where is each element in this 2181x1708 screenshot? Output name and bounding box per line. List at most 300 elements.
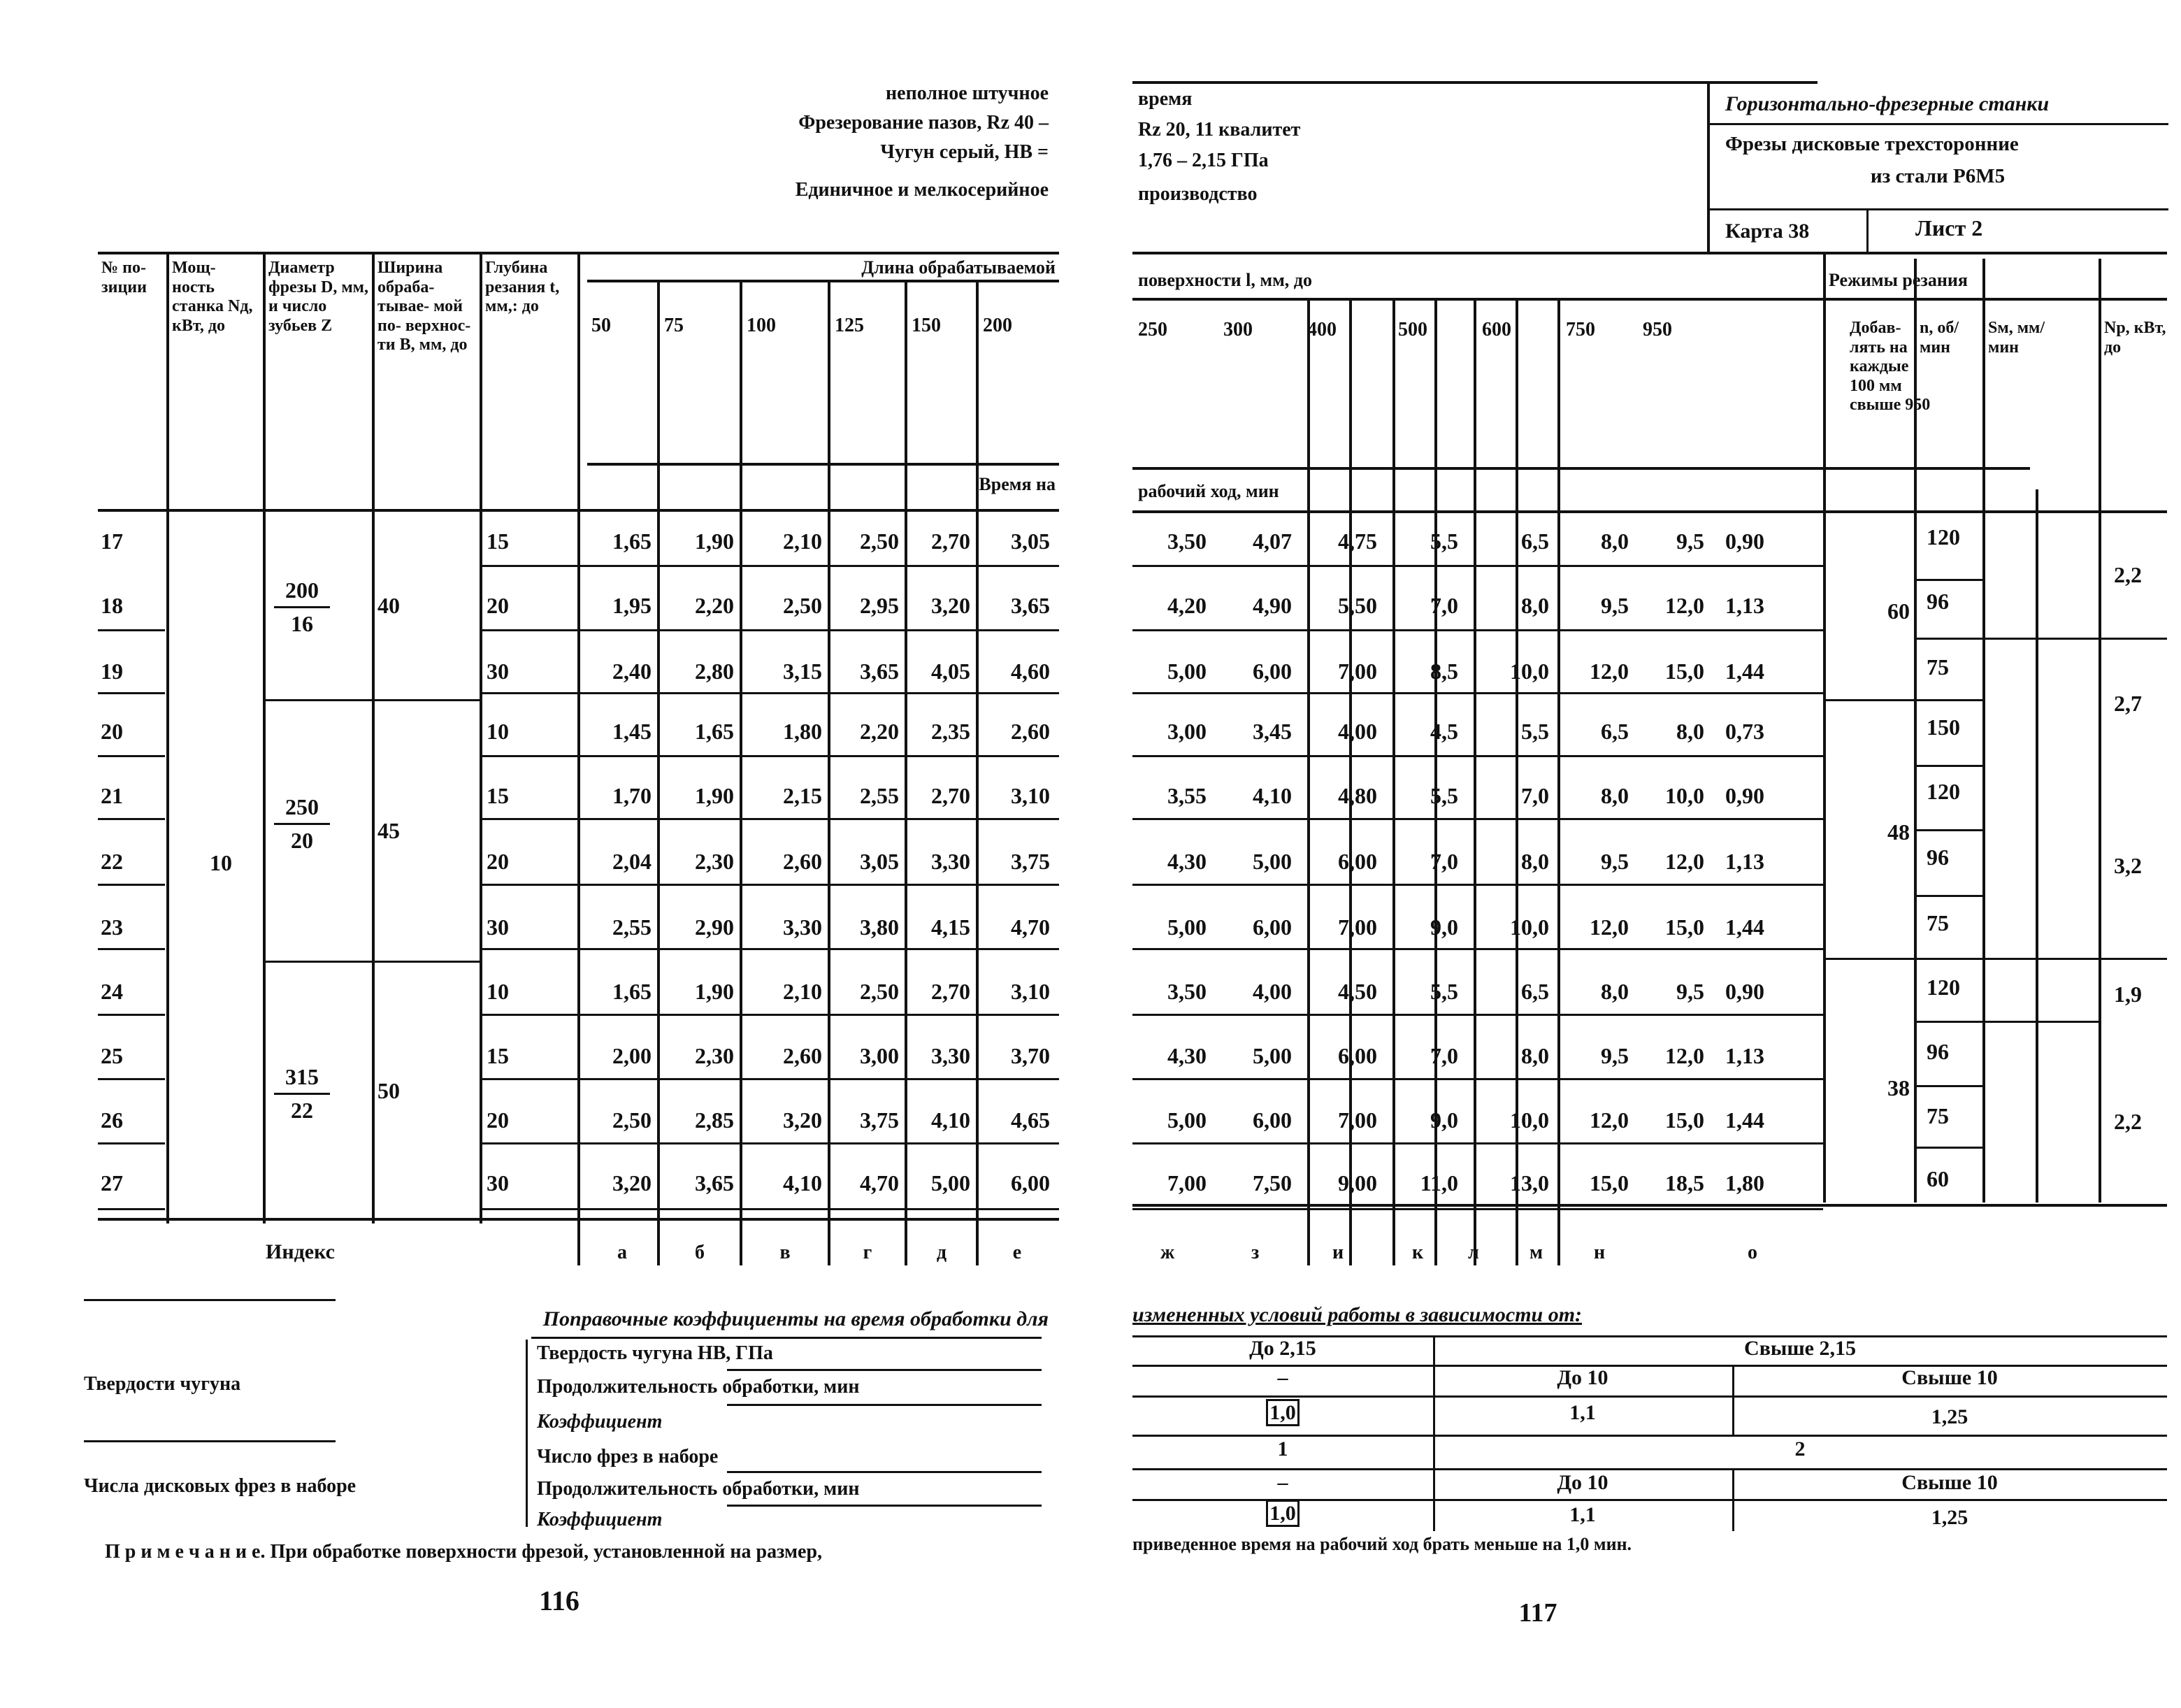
- feed-line: [1914, 1147, 1984, 1149]
- row-depth: 15: [487, 529, 509, 554]
- diameter: 200: [285, 577, 319, 603]
- time-cell: 5,00: [1253, 1043, 1292, 1068]
- over-2-15: Свыше 2,15: [1744, 1337, 1856, 1360]
- teeth-count: 16: [291, 611, 313, 636]
- time-cell: 3,75: [860, 1107, 899, 1133]
- feed-cell: 96: [1927, 1039, 1949, 1064]
- time-cell: 8,0: [1601, 979, 1629, 1004]
- work-stroke-head: рабочий ход, мин: [1138, 481, 1279, 501]
- group-line: [263, 961, 372, 963]
- sheet-number: Лист 2: [1915, 215, 1983, 241]
- teeth-count: 20: [291, 828, 313, 853]
- cutters-one: 1: [1277, 1437, 1288, 1461]
- diameter: 315: [285, 1064, 319, 1089]
- time-cell: 4,30: [1167, 849, 1207, 874]
- time-cell: 2,35: [931, 719, 970, 744]
- index-5: е: [1012, 1242, 1022, 1263]
- time-cell: 2,60: [783, 849, 822, 874]
- time-cell: 4,5: [1430, 719, 1458, 744]
- feed-cell: 150: [1927, 715, 1960, 740]
- add-time-cell: 1,44: [1725, 1107, 1764, 1133]
- row-line: [482, 948, 1059, 950]
- right-header-line-4: производство: [1138, 183, 1258, 205]
- row-position: 20: [101, 719, 123, 744]
- time-cell: 12,0: [1665, 1043, 1704, 1068]
- diameter-teeth-fraction: [274, 794, 330, 854]
- feed-head: Sм, мм/мин: [1988, 319, 2045, 357]
- left-note: П р и м е ч а н и е. При обработке поверхности фрезой, установленной на размер,: [105, 1541, 823, 1563]
- time-cell: 3,30: [931, 1043, 970, 1068]
- time-cell: 2,50: [860, 979, 899, 1004]
- time-cell: 2,00: [612, 1043, 652, 1068]
- row-position: 24: [101, 979, 123, 1004]
- hardness-row-3: Коэффициент: [537, 1411, 663, 1433]
- length-head-100: 100: [747, 315, 776, 336]
- add-time-cell: 1,13: [1725, 1043, 1764, 1068]
- add-per-100-head: Добав- лять на каждые 100 мм свыше 950: [1850, 319, 1931, 415]
- group-line: [263, 699, 372, 701]
- index-м: м: [1529, 1242, 1543, 1263]
- time-cell: 10,0: [1510, 1107, 1549, 1133]
- diameter-teeth-fraction: [274, 577, 330, 637]
- time-cell: 6,00: [1338, 1043, 1377, 1068]
- col-head-depth: Глубина резания t, мм,: до: [485, 259, 560, 316]
- index-ж: ж: [1160, 1242, 1175, 1263]
- time-cell: 15,0: [1665, 659, 1704, 684]
- time-cell: 2,95: [860, 593, 899, 618]
- time-cell: 5,00: [1167, 1107, 1207, 1133]
- col-head-width: Ширина обраба- тывае- мой по- верхнос- ти B, мм, до: [377, 259, 471, 354]
- feed-cell: 75: [1927, 1103, 1949, 1128]
- rpm-group-2: 48: [1887, 819, 1910, 845]
- time-cell: 3,10: [1011, 979, 1050, 1004]
- pos-line: [98, 884, 165, 886]
- time-cell: 3,10: [1011, 783, 1050, 808]
- row-depth: 20: [487, 593, 509, 618]
- time-cell: 3,65: [860, 659, 899, 684]
- index-2: в: [779, 1242, 791, 1263]
- add-time-cell: 1,44: [1725, 914, 1764, 940]
- time-cell: 1,45: [612, 719, 652, 744]
- time-cell: 4,70: [860, 1170, 899, 1196]
- time-cell: 9,5: [1601, 1043, 1629, 1068]
- row-depth: 30: [487, 914, 509, 940]
- rpm-line: [1823, 958, 1914, 960]
- pos-line: [98, 629, 165, 631]
- time-cell: 2,50: [860, 529, 899, 554]
- right-page-number: 117: [1518, 1598, 1557, 1628]
- row-line: [1132, 692, 1823, 694]
- feed-cell: 120: [1927, 975, 1960, 1000]
- time-cell: 2,70: [931, 529, 970, 554]
- pos-line: [98, 1142, 165, 1144]
- time-cell: 4,20: [1167, 593, 1207, 618]
- time-cell: 1,65: [612, 529, 652, 554]
- time-cell: 7,00: [1338, 1107, 1377, 1133]
- time-cell: 3,55: [1167, 783, 1207, 808]
- time-cell: 3,00: [1167, 719, 1207, 744]
- time-cell: 7,0: [1430, 1043, 1458, 1068]
- col-head-time: Время на: [979, 474, 1056, 494]
- diameter-teeth-fraction: [274, 1064, 330, 1124]
- time-cell: 9,5: [1676, 979, 1704, 1004]
- index-3: г: [863, 1242, 872, 1263]
- correction-title-right: измененных условий работы в зависимости от:: [1132, 1303, 1583, 1326]
- time-cell: 1,65: [612, 979, 652, 1004]
- over-10-b: Свыше 10: [1901, 1471, 1998, 1494]
- row-position: 26: [101, 1107, 123, 1133]
- time-cell: 6,5: [1601, 719, 1629, 744]
- row-line: [482, 1208, 1059, 1210]
- surface-length-head: поверхности l, мм, до: [1138, 270, 1312, 290]
- time-cell: 1,70: [612, 783, 652, 808]
- pos-line: [98, 1014, 165, 1016]
- time-cell: 13,0: [1510, 1170, 1549, 1196]
- time-cell: 6,00: [1253, 659, 1292, 684]
- rpm-group-1: 60: [1887, 598, 1910, 624]
- upto-10-a: До 10: [1557, 1366, 1608, 1389]
- diameter: 250: [285, 794, 319, 819]
- coef-1-0-a: [1132, 1402, 1433, 1423]
- coef-1-0-a-box: 1,0: [1266, 1399, 1300, 1426]
- row-line: [1132, 629, 1823, 631]
- time-cell: 2,20: [860, 719, 899, 744]
- time-cell: 2,30: [695, 849, 734, 874]
- time-cell: 1,90: [695, 783, 734, 808]
- feed-cell: 96: [1927, 845, 1949, 870]
- hardness-row-2: Продолжительность обработки, мин: [537, 1376, 860, 1398]
- time-cell: 15,0: [1665, 1107, 1704, 1133]
- time-cell: 2,70: [931, 979, 970, 1004]
- time-cell: 4,30: [1167, 1043, 1207, 1068]
- index-к: к: [1412, 1242, 1424, 1263]
- feed-cell: 120: [1927, 779, 1960, 804]
- time-cell: 4,65: [1011, 1107, 1050, 1133]
- length-head-150: 150: [912, 315, 941, 336]
- time-cell: 18,5: [1665, 1170, 1704, 1196]
- time-cell: 2,55: [860, 783, 899, 808]
- time-cell: 3,80: [860, 914, 899, 940]
- feed-line: [1914, 1085, 1984, 1087]
- left-header-line-4: Единичное и мелкосерийное: [795, 179, 1049, 201]
- coef-1-0-b-box: 1,0: [1266, 1500, 1300, 1527]
- cutters-two: 2: [1794, 1437, 1806, 1461]
- time-cell: 4,10: [783, 1170, 822, 1196]
- index-4: д: [936, 1242, 947, 1263]
- group-line: [372, 699, 480, 701]
- time-cell: 8,5: [1430, 659, 1458, 684]
- time-cell: 2,90: [695, 914, 734, 940]
- fraction-bar: [274, 1093, 330, 1095]
- col-head-power: Мощ- ность станка Nд, кВт, до: [172, 259, 253, 335]
- power-value-1: 2,2: [2114, 562, 2142, 587]
- pos-line: [98, 818, 165, 820]
- time-cell: 3,30: [783, 914, 822, 940]
- time-cell: 7,00: [1338, 914, 1377, 940]
- time-cell: 6,00: [1253, 914, 1292, 940]
- time-cell: 3,50: [1167, 979, 1207, 1004]
- surface-width: 50: [377, 1078, 400, 1103]
- time-cell: 2,60: [1011, 719, 1050, 744]
- time-cell: 4,60: [1011, 659, 1050, 684]
- time-cell: 4,70: [1011, 914, 1050, 940]
- time-cell: 4,10: [1253, 783, 1292, 808]
- time-cell: 2,60: [783, 1043, 822, 1068]
- row-line: [482, 1142, 1059, 1144]
- time-cell: 2,40: [612, 659, 652, 684]
- add-time-cell: 1,13: [1725, 593, 1764, 618]
- time-cell: 2,10: [783, 979, 822, 1004]
- coef-1-25-a: 1,25: [1931, 1405, 1968, 1428]
- left-page: [0, 0, 1063, 1708]
- power-value-4: 1,9: [2114, 982, 2142, 1007]
- row-depth: 20: [487, 1107, 509, 1133]
- time-cell: 4,07: [1253, 529, 1292, 554]
- upto-10-b: До 10: [1557, 1471, 1608, 1494]
- time-cell: 3,00: [860, 1043, 899, 1068]
- time-cell: 5,00: [1167, 914, 1207, 940]
- over-10-a: Свыше 10: [1901, 1366, 1998, 1389]
- correction-title-left: Поправочные коэффициенты на время обработки для: [542, 1307, 1049, 1330]
- power-value-5: 2,2: [2114, 1109, 2142, 1134]
- time-cell: 7,00: [1167, 1170, 1207, 1196]
- row-depth: 10: [487, 979, 509, 1004]
- time-cell: 8,0: [1521, 849, 1549, 874]
- table-bottom: [1132, 1204, 2167, 1207]
- col-head-diameter: Диаметр фрезы D, мм, и число зубьев Z: [268, 259, 369, 335]
- time-cell: 6,00: [1253, 1107, 1292, 1133]
- cutters-row-3: Коэффициент: [537, 1509, 663, 1530]
- row-line: [482, 565, 1059, 567]
- time-cell: 3,05: [1011, 529, 1050, 554]
- time-cell: 6,00: [1011, 1170, 1050, 1196]
- time-cell: 8,0: [1601, 783, 1629, 808]
- feed-line: [1914, 765, 1984, 767]
- right-page: [1118, 0, 2181, 1708]
- surface-width: 45: [377, 818, 400, 843]
- time-cell: 8,0: [1601, 529, 1629, 554]
- row-position: 18: [101, 593, 123, 618]
- cutters-row-2: Продолжительность обработки, мин: [537, 1478, 860, 1500]
- time-cell: 1,90: [695, 979, 734, 1004]
- length-head-300: 300: [1223, 319, 1253, 340]
- right-header-line-3: 1,76 – 2,15 ГПа: [1138, 150, 1269, 171]
- power-line: [1982, 638, 2167, 640]
- pos-line: [98, 1078, 165, 1080]
- cutting-modes-head: Режимы резания: [1829, 270, 1968, 290]
- row-line: [1132, 1142, 1823, 1144]
- time-cell: 3,20: [612, 1170, 652, 1196]
- time-cell: 3,45: [1253, 719, 1292, 744]
- feed-line: [1914, 638, 1984, 640]
- cutters-label: Числа дисковых фрез в наборе: [84, 1475, 357, 1497]
- row-line: [1132, 565, 1823, 567]
- row-line: [482, 818, 1059, 820]
- time-cell: 4,15: [931, 914, 970, 940]
- time-cell: 3,70: [1011, 1043, 1050, 1068]
- coef-1-0-b: [1132, 1503, 1433, 1524]
- feed-cell: 96: [1927, 589, 1949, 614]
- time-cell: 3,20: [931, 593, 970, 618]
- row-position: 21: [101, 783, 123, 808]
- row-line: [1132, 1208, 1823, 1210]
- table-bottom: [98, 1218, 1059, 1221]
- row-depth: 10: [487, 719, 509, 744]
- row-line: [482, 692, 1059, 694]
- feed-line: [1914, 829, 1984, 831]
- row-line: [1132, 755, 1823, 757]
- feed-cell: 60: [1927, 1166, 1949, 1191]
- time-cell: 7,0: [1430, 593, 1458, 618]
- time-cell: 4,50: [1338, 979, 1377, 1004]
- length-head-75: 75: [664, 315, 684, 336]
- time-cell: 9,0: [1430, 1107, 1458, 1133]
- left-header-line-2: Фрезерование пазов, Rz 40 –: [798, 112, 1049, 134]
- time-cell: 9,00: [1338, 1170, 1377, 1196]
- left-header-line-1: неполное штучное: [886, 82, 1049, 104]
- time-cell: 7,0: [1521, 783, 1549, 808]
- time-cell: 2,15: [783, 783, 822, 808]
- row-position: 22: [101, 849, 123, 874]
- row-depth: 30: [487, 659, 509, 684]
- time-cell: 2,50: [612, 1107, 652, 1133]
- time-cell: 11,0: [1420, 1170, 1458, 1196]
- time-cell: 3,05: [860, 849, 899, 874]
- feed-line: [1914, 1021, 1984, 1023]
- row-position: 23: [101, 914, 123, 940]
- dash-1: –: [1277, 1366, 1288, 1389]
- add-time-cell: 0,90: [1725, 783, 1764, 808]
- length-head-950: 950: [1643, 319, 1672, 340]
- power-line: [1982, 1021, 2099, 1023]
- row-position: 25: [101, 1043, 123, 1068]
- time-cell: 3,65: [695, 1170, 734, 1196]
- row-line: [482, 1078, 1059, 1080]
- add-time-cell: 0,90: [1725, 979, 1764, 1004]
- time-cell: 2,80: [695, 659, 734, 684]
- add-time-cell: 1,44: [1725, 659, 1764, 684]
- time-cell: 5,50: [1338, 593, 1377, 618]
- row-depth: 30: [487, 1170, 509, 1196]
- row-line: [482, 755, 1059, 757]
- time-cell: 3,65: [1011, 593, 1050, 618]
- row-position: 17: [101, 529, 123, 554]
- pos-line: [98, 755, 165, 757]
- time-cell: 5,00: [1253, 849, 1292, 874]
- time-cell: 10,0: [1510, 659, 1549, 684]
- length-head-50: 50: [591, 315, 611, 336]
- index-н: н: [1594, 1242, 1606, 1263]
- row-position: 19: [101, 659, 123, 684]
- time-cell: 4,00: [1338, 719, 1377, 744]
- feed-line: [1914, 579, 1984, 581]
- time-cell: 2,85: [695, 1107, 734, 1133]
- surface-width: 40: [377, 593, 400, 618]
- time-cell: 12,0: [1590, 914, 1629, 940]
- time-cell: 5,5: [1430, 979, 1458, 1004]
- time-cell: 7,50: [1253, 1170, 1292, 1196]
- time-cell: 10,0: [1665, 783, 1704, 808]
- fraction-bar: [274, 823, 330, 825]
- time-cell: 2,70: [931, 783, 970, 808]
- add-time-cell: 0,90: [1725, 529, 1764, 554]
- feed-line: [1914, 699, 1984, 701]
- row-line: [482, 1014, 1059, 1016]
- machine-power-value: 10: [210, 850, 232, 875]
- time-cell: 6,5: [1521, 979, 1549, 1004]
- cutter-title-2: из стали Р6М5: [1870, 165, 2006, 187]
- time-cell: 2,20: [695, 593, 734, 618]
- feed-line: [1914, 958, 1984, 960]
- time-cell: 1,80: [783, 719, 822, 744]
- row-depth: 15: [487, 1043, 509, 1068]
- right-header-line-1: время: [1138, 88, 1193, 110]
- time-cell: 12,0: [1665, 593, 1704, 618]
- length-head-750: 750: [1566, 319, 1595, 340]
- fraction-bar: [274, 606, 330, 608]
- time-cell: 6,5: [1521, 529, 1549, 554]
- length-head-200: 200: [983, 315, 1012, 336]
- power-line: [1982, 958, 2167, 960]
- time-cell: 4,00: [1253, 979, 1292, 1004]
- power-value-3: 3,2: [2114, 853, 2142, 878]
- pos-line: [98, 692, 165, 694]
- row-line: [1132, 948, 1823, 950]
- time-cell: 15,0: [1665, 914, 1704, 940]
- time-cell: 7,0: [1430, 849, 1458, 874]
- time-cell: 8,0: [1676, 719, 1704, 744]
- feed-cell: 120: [1927, 524, 1960, 550]
- time-cell: 2,50: [783, 593, 822, 618]
- index-з: з: [1251, 1242, 1260, 1263]
- index-о: о: [1748, 1242, 1757, 1263]
- hardness-label: Твердости чугуна: [84, 1373, 241, 1395]
- index-и: и: [1332, 1242, 1344, 1263]
- length-head-500: 500: [1398, 319, 1427, 340]
- row-depth: 15: [487, 783, 509, 808]
- right-note: приведенное время на рабочий ход брать меньше на 1,0 мин.: [1132, 1534, 1632, 1554]
- coef-1-1-b: 1,1: [1569, 1503, 1596, 1526]
- time-cell: 3,50: [1167, 529, 1207, 554]
- left-page-number: 116: [539, 1585, 580, 1616]
- coef-1-1-a: 1,1: [1569, 1401, 1596, 1424]
- time-cell: 12,0: [1665, 849, 1704, 874]
- cutter-title-1: Фрезы дисковые трехсторонние: [1725, 133, 2019, 155]
- left-header-line-3: Чугун серый, НВ =: [880, 141, 1049, 163]
- time-cell: 4,10: [931, 1107, 970, 1133]
- time-cell: 5,00: [931, 1170, 970, 1196]
- feed-cell: 75: [1927, 654, 1949, 680]
- time-cell: 1,95: [612, 593, 652, 618]
- time-cell: 1,65: [695, 719, 734, 744]
- index-label: Индекс: [266, 1240, 335, 1263]
- time-cell: 2,30: [695, 1043, 734, 1068]
- time-cell: 7,00: [1338, 659, 1377, 684]
- row-line: [1132, 1014, 1823, 1016]
- time-cell: 2,10: [783, 529, 822, 554]
- time-cell: 12,0: [1590, 1107, 1629, 1133]
- time-cell: 4,80: [1338, 783, 1377, 808]
- time-cell: 4,90: [1253, 593, 1292, 618]
- length-head-600: 600: [1482, 319, 1511, 340]
- cutters-row-1: Число фрез в наборе: [537, 1446, 719, 1467]
- time-cell: 6,00: [1338, 849, 1377, 874]
- power-head: Np, кВт, до: [2104, 319, 2166, 357]
- group-line: [372, 961, 480, 963]
- time-cell: 2,55: [612, 914, 652, 940]
- row-depth: 20: [487, 849, 509, 874]
- row-line: [1132, 884, 1823, 886]
